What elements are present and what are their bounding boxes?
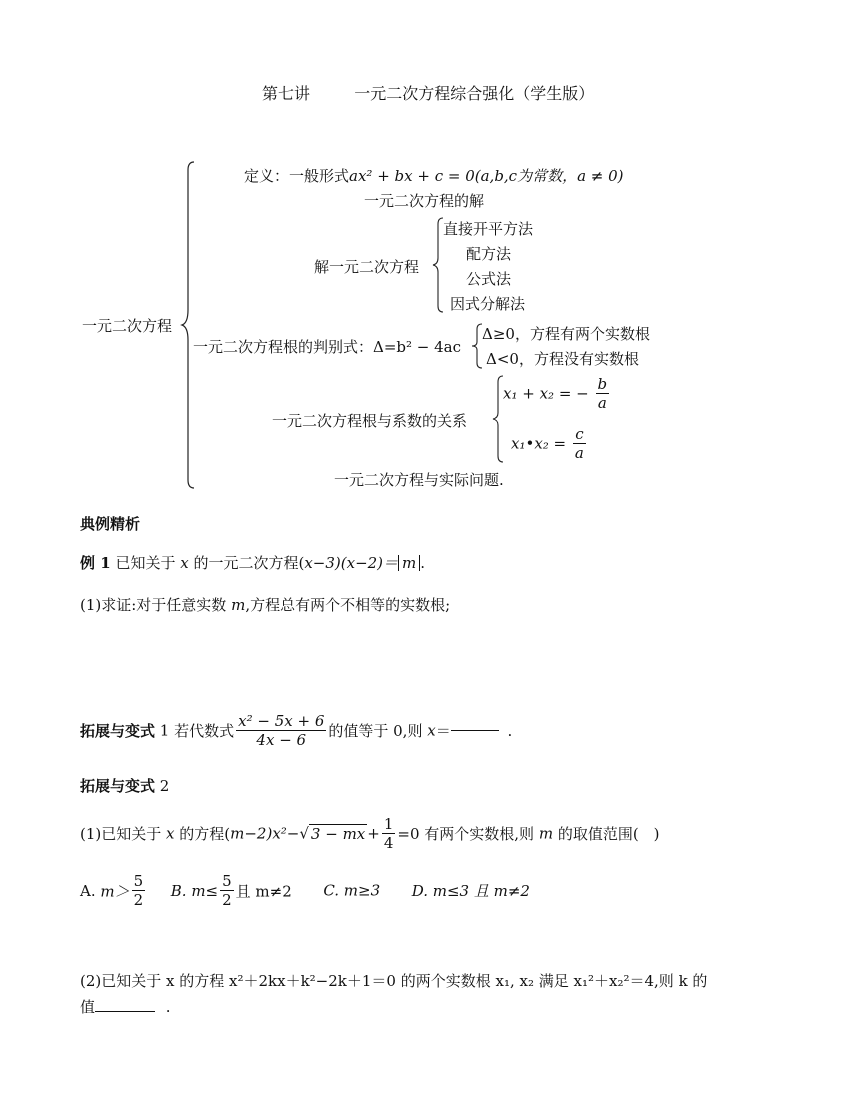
vieta-prod-fraction [573, 425, 586, 462]
outline-main-brace [182, 160, 198, 490]
q1-plus: + [367, 824, 380, 843]
q1-fraction [382, 815, 396, 852]
option-a-den: 2 [133, 891, 144, 909]
solve-method-1: 直接开平方法 [443, 220, 534, 238]
option-a[interactable] [80, 872, 152, 909]
q2-answer-blank[interactable] [95, 1011, 155, 1012]
solve-method-3: 公式法 [466, 270, 512, 288]
example-1-text: 已知关于 [115, 554, 181, 572]
example-1-label: 例 1 [80, 554, 111, 572]
option-a-num: 5 [133, 872, 144, 890]
solve-method-2: 配方法 [466, 245, 512, 263]
extension-2-label: 拓展与变式 [80, 777, 156, 795]
vieta-prod-lhs: x₁•x₂ = [511, 434, 567, 453]
outline-discriminant: 一元二次方程根的判别式：Δ=b² − 4ac [193, 338, 462, 356]
section-heading: 典例精析 [80, 515, 141, 533]
extension-1-text: 若代数式 [174, 722, 235, 740]
extension-2-heading [80, 775, 169, 796]
extension-1-answer-blank[interactable] [451, 730, 499, 731]
discriminant-case-2: Δ<0，方程没有实数根 [486, 350, 639, 368]
option-b-den: 2 [222, 891, 232, 909]
page-title [262, 81, 594, 104]
q1-sqrt: 3 − mx [310, 825, 366, 843]
extension-2-q2-line-2 [80, 996, 171, 1017]
extension-1-text-c: ＝ [435, 722, 451, 740]
extension-2-q2-line-1: (2)已知关于 x 的方程 x²＋2kx＋k²−2k＋1＝0 的两个实数根 x₁, x₂ 满足 x₁²＋x₂²＝4,则 k 的 [80, 972, 708, 990]
vieta-sum-lhs: x₁ + x₂ = − [503, 384, 589, 403]
q1-text-b: 的方程( [174, 825, 231, 843]
extension-2-options [80, 872, 530, 909]
lecture-topic: 一元二次方程综合强化（学生版） [354, 84, 595, 103]
example-1 [80, 552, 425, 573]
option-a-text: m＞ [100, 882, 130, 900]
vieta-sum [503, 375, 611, 412]
option-b[interactable] [170, 872, 297, 909]
q1-text-a: (1)已知关于 [80, 825, 167, 843]
example-1-end: . [420, 554, 426, 572]
q1-text-e: =0 有两个实数根,则 [397, 825, 539, 843]
example-1-part-1 [80, 594, 450, 615]
q1-frac-num: 1 [383, 815, 394, 833]
outline-root: 一元二次方程 [82, 317, 173, 335]
option-c[interactable]: C. m≥3 [323, 881, 381, 900]
q2-end: . [165, 998, 171, 1016]
option-a-fraction [132, 872, 146, 909]
discriminant-case-1: Δ≥0，方程有两个实数根 [482, 325, 650, 343]
outline-definition [244, 165, 624, 186]
part1-text-b: ,方程总有两个不相等的实数根; [245, 596, 451, 614]
extension-2-num: 2 [159, 777, 170, 795]
q2-value-label: 值 [80, 998, 96, 1016]
q1-text-f: 的取值范围( ) [553, 825, 660, 843]
lecture-number: 第七讲 [262, 84, 311, 103]
vieta-sum-fraction [596, 375, 610, 412]
solve-method-4: 因式分解法 [450, 295, 526, 313]
example-1-expr: x−3)(x−2)＝ [304, 554, 399, 572]
option-b-num: 5 [222, 872, 232, 890]
extension-1-text-b: 的值等于 0,则 [328, 722, 428, 740]
q1-expr: m−2)x²− [230, 824, 300, 843]
q1-frac-den: 4 [383, 834, 394, 852]
option-b-label: B. [170, 881, 187, 900]
outline-solution: 一元二次方程的解 [364, 192, 485, 210]
vieta-sum-num: b [597, 375, 608, 393]
outline-solve-label: 解一元二次方程 [314, 258, 420, 276]
example-1-abs-m: m [398, 555, 420, 571]
extension-2-q1: (1)已知关于 x 的方程(m−2)x²−√ 3 − mx + $\frac{1}{4}$ =0 有两个实数根,则 m 的取值范围( ) [80, 815, 660, 852]
extension-1-label: 拓展与变式 [80, 722, 156, 740]
extension-1-end: . [507, 721, 513, 740]
vieta-prod-den: a [574, 444, 584, 462]
extension-1-frac-num: x² − 5x + 6 [238, 712, 325, 730]
extension-1-num: 1 [159, 721, 170, 740]
q1-var-m: m [538, 824, 554, 843]
extension-1-frac-den: 4x − 6 [256, 731, 307, 749]
extension-1 [80, 712, 512, 749]
part1-var: m [231, 596, 246, 614]
example-1-var: x [180, 554, 189, 572]
option-b-text: m≤ [191, 881, 219, 900]
extension-1-var: x [427, 721, 436, 740]
definition-label: 定义：一般形式 [244, 167, 350, 185]
vieta-prod-num: c [573, 425, 586, 444]
extension-1-fraction [236, 712, 326, 749]
option-d[interactable]: D. m≤3 且 m≠2 [411, 882, 530, 900]
outline-applications: 一元二次方程与实际问题. [334, 471, 504, 489]
q1-var-x: x [166, 824, 175, 843]
example-1-text-b: 的一元二次方程( [188, 554, 305, 572]
option-a-label: A. [80, 881, 96, 900]
option-b-tail: 且 m≠2 [235, 882, 292, 900]
vieta-sum-den: a [597, 394, 607, 412]
option-b-fraction [220, 872, 234, 909]
definition-equation: ax² + bx + c = 0(a,b,c为常数，a ≠ 0) [349, 167, 624, 185]
part1-text: (1)求证:对于任意实数 [80, 596, 232, 614]
vieta-product [511, 425, 588, 462]
outline-vieta: 一元二次方程根与系数的关系 [272, 412, 468, 430]
